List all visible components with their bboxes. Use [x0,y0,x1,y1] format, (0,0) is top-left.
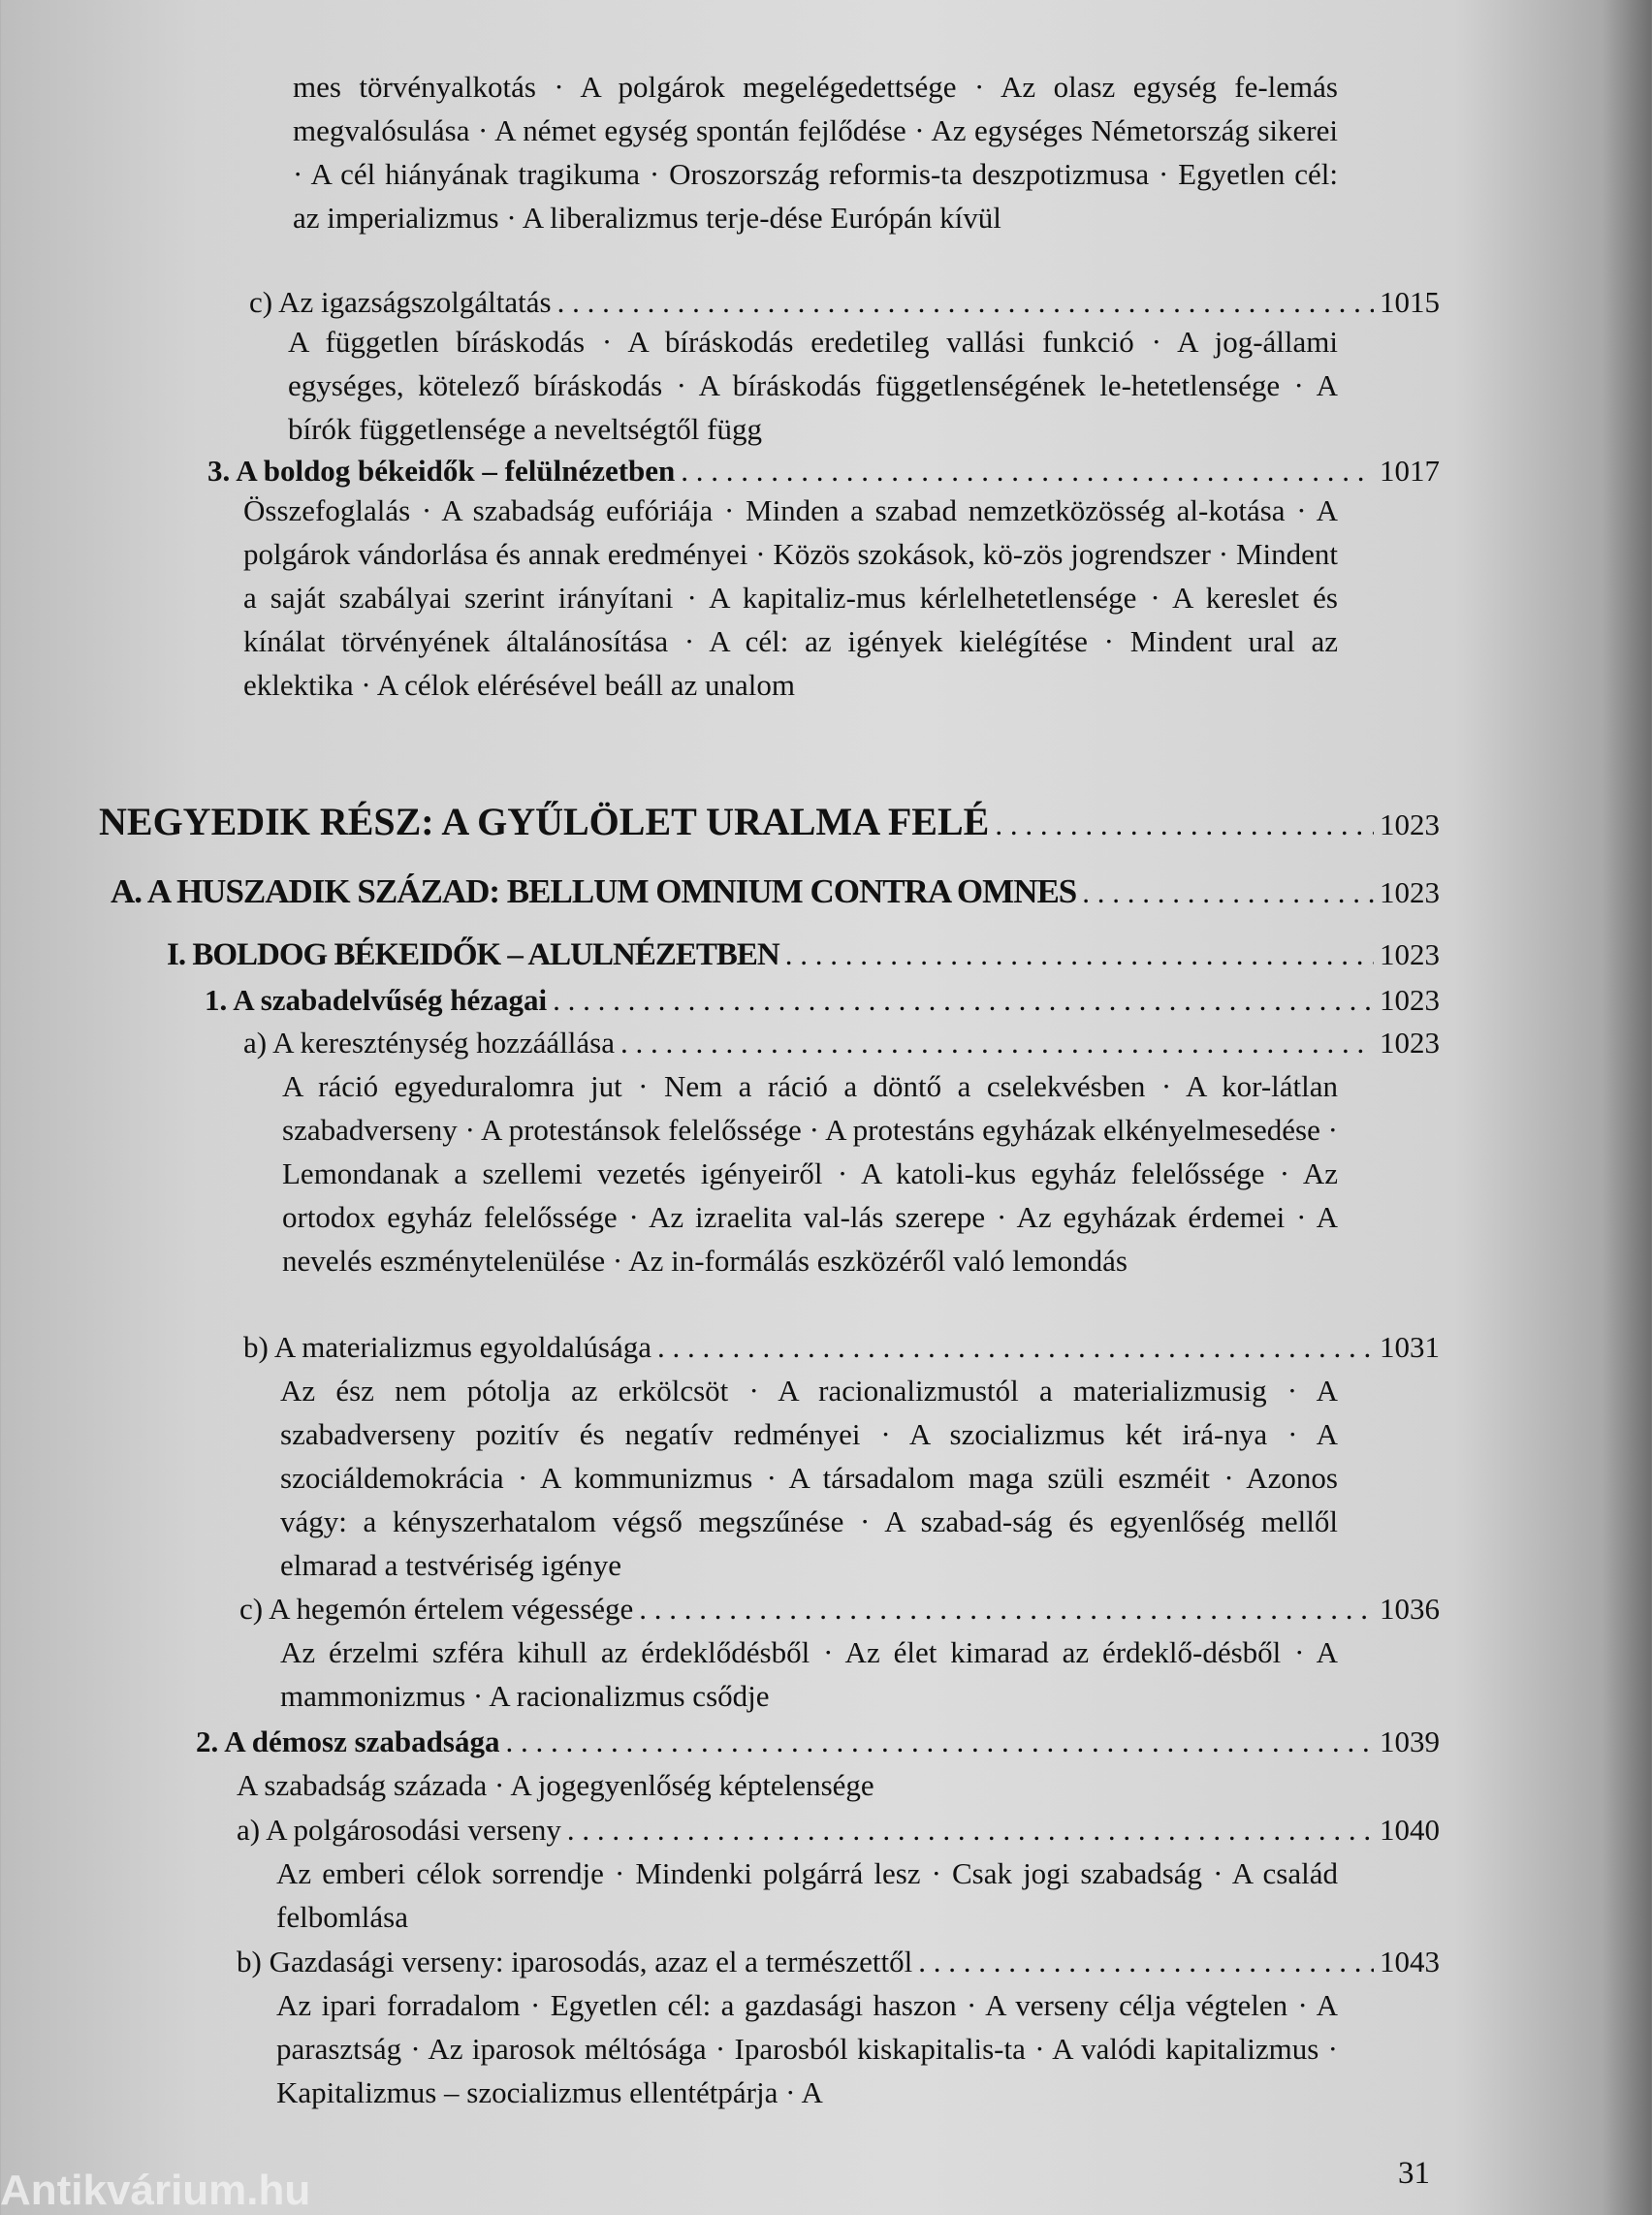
toc-entry-page: 1040 [1380,1813,1440,1847]
toc-entry-title: NEGYEDIK RÉSZ: A GYŰLÖLET URALMA FELÉ [99,800,990,843]
dot-leader [553,979,1374,1022]
toc-entry-page: 1043 [1380,1945,1440,1978]
toc-entry-title: a) A kereszténység hozzáállása [243,1026,616,1060]
dot-leader [557,281,1374,324]
toc-entry-page: 1039 [1380,1725,1440,1758]
toc-entry-keresztenyseg [243,1022,1440,1064]
toc-entry-description: Az emberi célok sorrendje · Mindenki polgárrá lesz · Csak jogi szabadság · A család felbomlása [276,1856,1338,1934]
toc-entry-page: 1017 [1380,454,1440,488]
toc-entry-description: Az ipari forradalom · Egyetlen cél: a gazdasági haszon · A verseny célja végtelen · A parasztság · Az iparosok méltósága · Iparosból kiskapitalis-ta · A valódi kapitalizmus · Kapitalizmus – szocializmus ellentétpárja · A [276,1988,1338,2109]
toc-subsection-heading [167,933,1440,977]
toc-section-heading [111,869,1440,915]
dot-leader [918,1941,1374,1983]
toc-entry-title: c) A hegemón értelem végessége [239,1592,634,1626]
toc-entry-polgarosodas [237,1809,1440,1851]
toc-entry-page: 1023 [1380,807,1440,841]
toc-entry-title: a) A polgárosodási verseny [237,1813,561,1847]
toc-entry-boldog-bekeidok-felul [207,450,1440,492]
dot-leader [681,450,1374,492]
toc-entry-description: Összefoglalás · A szabadság eufóriája · Minden a szabad nemzetközösség al-kotása · A polgárok vándorlása és annak eredményei · Közös szokások, kö-zös jogrendszer · Mindent a saját szabályai szerint irányítani · A kapitaliz-mus kérlelhetetlensége · A kereslet és kínálat törvényének általánosítása · A cél: az igények kielégítése · Mindent ural az eklektika · A célok elérésével beáll az unalom [243,493,1338,702]
toc-entry-title: b) A materializmus egyoldalúsága [243,1330,651,1364]
toc-entry-page: 1015 [1380,285,1440,319]
toc-entry-page: 1023 [1380,875,1440,909]
page-number: 31 [1398,2156,1430,2191]
toc-entry-title: 2. A démosz szabadsága [196,1725,500,1758]
toc-entry-page: 1031 [1380,1330,1440,1364]
toc-entry-title: A. A HUSZADIK SZÁZAD: BELLUM OMNIUM CONTRA OMNES [111,872,1077,910]
dot-leader [785,933,1374,977]
toc-entry-description: A független bíráskodás · A bíráskodás eredetileg vallási funkció · A jog-állami egységes, kötelező bíráskodás · A bíráskodás függetlenségének le-hetetlensége · A bírók függetlensége a neveltségtől függ [288,325,1338,446]
toc-entry-igazsagszolgaltatas [249,281,1440,324]
dot-leader [995,798,1374,852]
watermark-text: Antikvárium.hu [0,2167,311,2214]
toc-entry-page: 1023 [1380,937,1440,971]
toc-entry-description: Az ész nem pótolja az erkölcsöt · A racionalizmustól a materializmusig · A szabadverseny pozitív és negatív redményei · A szocializmus két irá-nya · A szociáldemokrácia · A kommunizmus · A társadalom maga szüli eszméit · Azonos vágy: a kényszerhatalom végső megszűnése · A szabad-ság és egyenlőség mellől elmarad a testvériség igénye [280,1374,1338,1582]
dot-leader [567,1809,1374,1851]
toc-entry-title: 3. A boldog békeidők – felülnézetben [207,454,676,488]
toc-entry-title: 1. A szabadelvűség hézagai [205,983,548,1017]
toc-entry-description: Az érzelmi szféra kihull az érdeklődésből · Az élet kimarad az érdeklő-désből · A mammonizmus · A racionalizmus csődje [280,1635,1338,1713]
toc-part-heading [99,795,1440,849]
dot-leader [505,1721,1374,1763]
toc-entry-page: 1023 [1380,1026,1440,1060]
dot-leader [620,1022,1374,1064]
dot-leader [657,1326,1374,1369]
toc-entry-demosz [196,1721,1440,1763]
dot-leader [1082,870,1374,916]
toc-entry-materializmus [243,1326,1440,1369]
toc-entry-description: A szabadság százada · A jogegyenlőség képtelensége [237,1768,874,1802]
toc-entry-description: A ráció egyeduralomra jut · Nem a ráció a döntő a cselekvésben · A kor-látlan szabadverseny · A protestánsok felelőssége · A protestáns egyházak elkényelmesedése · Lemondanak a szellemi vezetés igényeiről · A katoli-kus egyház felelőssége · Az ortodox egyház felelőssége · Az izraelita val-lás szerepe · Az egyházak érdemei · A nevelés eszménytelenülése · Az in-formálás eszközéről való lemondás [282,1069,1338,1278]
dot-leader [639,1588,1374,1630]
toc-entry-title: c) Az igazságszolgáltatás [249,285,552,319]
toc-entry-title: b) Gazdasági verseny: iparosodás, azaz el a természettől [237,1945,913,1978]
toc-entry-hegemon-ertelem [239,1588,1440,1630]
toc-entry-szabadelvuseg [205,979,1440,1022]
toc-entry-page: 1036 [1380,1592,1440,1626]
intro-description: mes törvényalkotás · A polgárok megelégedettsége · Az olasz egység fe-lemás megvalósulása · A német egység spontán fejlődése · Az egységes Németország sikerei · A cél hiányának tragikuma · Oroszország reformis-ta deszpotizmusa · Egyetlen cél: az imperializmus · A liberalizmus terje-dése Európán kívül [293,70,1338,235]
toc-entry-title: I. BOLDOG BÉKEIDŐK – ALULNÉZETBEN [167,937,779,972]
toc-entry-gazdasagi-verseny [237,1941,1440,1983]
toc-entry-page: 1023 [1380,983,1440,1017]
